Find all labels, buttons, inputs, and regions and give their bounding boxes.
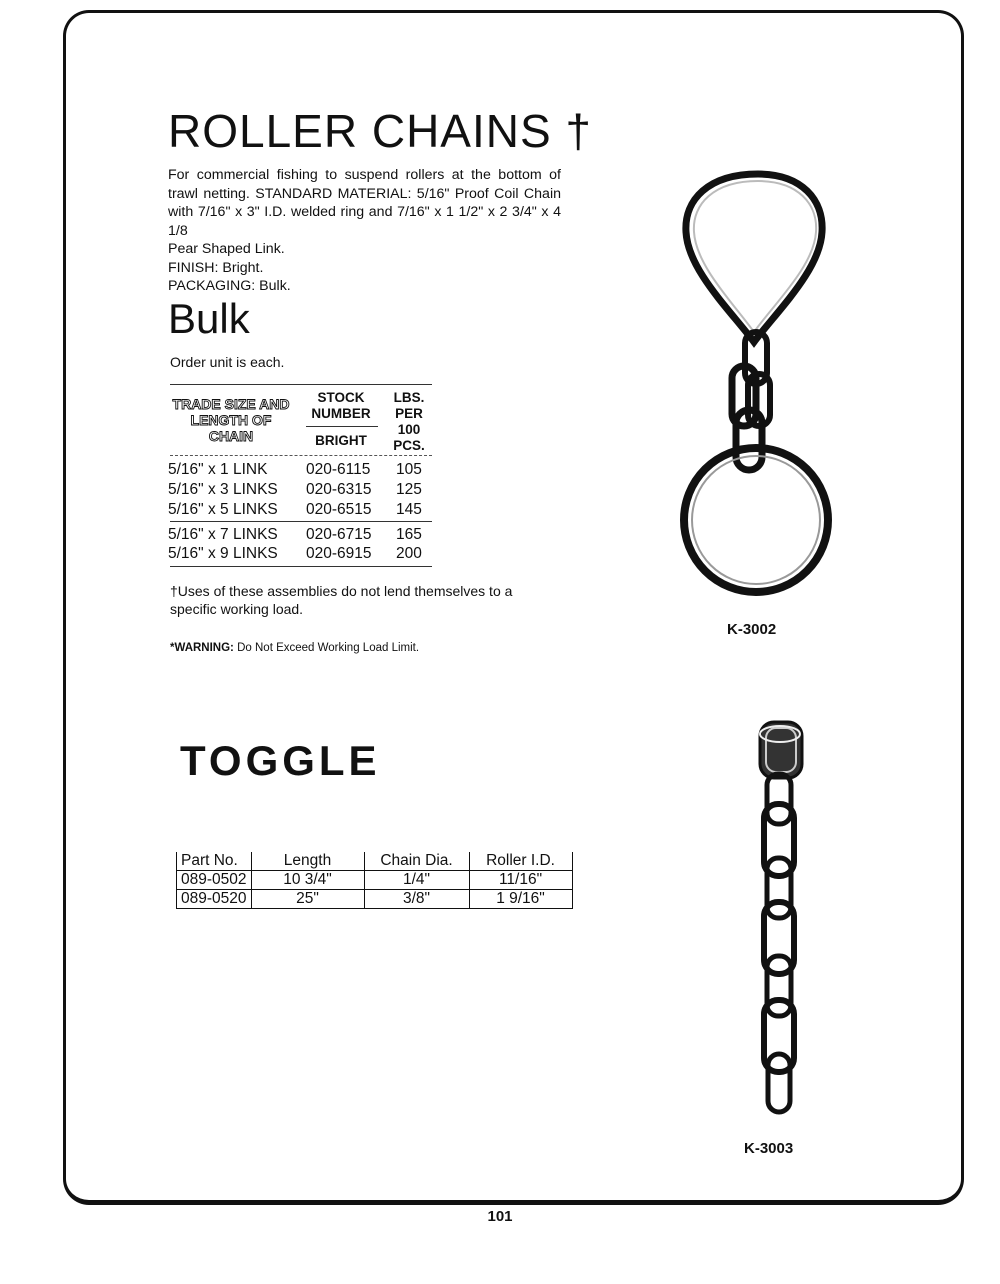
table-row xyxy=(168,481,430,501)
roller-description xyxy=(168,166,561,296)
cell-size: 5/16" x 1 LINK xyxy=(168,461,268,478)
cell-size: 5/16" x 7 LINKS xyxy=(168,526,278,543)
description-line: For commercial fishing to suspend rollers at the bottom of xyxy=(168,167,561,183)
description-line: trawl netting. STANDARD MATERIAL: 5/16" Proof Coil Chain xyxy=(168,185,561,202)
header-stock-number: STOCK NUMBER xyxy=(311,390,371,421)
warning-label: *WARNING: xyxy=(170,642,234,654)
header-subrule xyxy=(306,426,378,427)
finish-text: FINISH: Bright. xyxy=(168,259,264,276)
section-title-roller-chains: ROLLER CHAINS † xyxy=(168,105,593,157)
cell-stock: 020-6715 xyxy=(306,526,372,543)
description-line: Pear Shaped Link. xyxy=(168,241,285,257)
header-chain-dia: Chain Dia. xyxy=(364,852,469,871)
cell-roller-id: 1 9/16" xyxy=(469,890,572,909)
cell-length: 10 3/4" xyxy=(251,871,364,890)
header-bright: BRIGHT xyxy=(315,433,367,448)
table-header-row xyxy=(177,852,573,871)
cell-stock: 020-6915 xyxy=(306,545,372,562)
table-row xyxy=(168,501,430,521)
table-rule xyxy=(170,384,432,385)
table-row xyxy=(177,871,573,890)
cell-chain-dia: 3/8" xyxy=(364,890,469,909)
cell-stock: 020-6115 xyxy=(306,461,371,478)
cell-lbs: 125 xyxy=(396,481,422,498)
cell-part-no: 089-0502 xyxy=(177,871,252,890)
toggle-table xyxy=(176,852,573,909)
table-row xyxy=(177,890,573,909)
warning-message: Do Not Exceed Working Load Limit. xyxy=(237,642,420,654)
cell-lbs: 200 xyxy=(396,545,422,562)
cell-size: 5/16" x 5 LINKS xyxy=(168,501,278,518)
description-line: with 7/16" x 3" I.D. welded ring and 7/16" x 1 1/2" x 2 3/4" x 4 1/8 xyxy=(168,204,561,239)
packaging-text: PACKAGING: Bulk. xyxy=(168,278,291,294)
table-row xyxy=(168,545,430,565)
k3002-label: K-3002 xyxy=(727,621,777,638)
cell-size: 5/16" x 9 LINKS xyxy=(168,545,278,562)
header-trade-size: TRADE SIZE AND LENGTH OF CHAIN xyxy=(172,396,290,444)
cell-lbs: 105 xyxy=(396,461,422,478)
cell-stock: 020-6515 xyxy=(306,501,372,518)
page-number: 101 xyxy=(487,1208,513,1225)
cell-chain-dia: 1/4" xyxy=(364,871,469,890)
header-lbs-per-100: LBS. PER 100 PCS. xyxy=(393,390,425,453)
usage-note: †Uses of these assemblies do not lend themselves to a specific working load. xyxy=(170,583,513,617)
section-title-toggle: TOGGLE xyxy=(180,737,381,784)
k3003-label: K-3003 xyxy=(744,1140,794,1157)
k3003-toggle-illustration xyxy=(740,712,820,1122)
bulk-heading: Bulk xyxy=(168,295,250,342)
header-roller-id: Roller I.D. xyxy=(469,852,572,871)
cell-lbs: 145 xyxy=(396,501,422,518)
table-rule xyxy=(170,455,432,456)
order-unit-text: Order unit is each. xyxy=(170,354,285,370)
table-row xyxy=(168,526,430,546)
header-length: Length xyxy=(251,852,364,871)
table-rule xyxy=(170,566,432,567)
cell-lbs: 165 xyxy=(396,526,422,543)
table-rule xyxy=(170,521,432,522)
cell-part-no: 089-0520 xyxy=(177,890,252,909)
cell-size: 5/16" x 3 LINKS xyxy=(168,481,278,498)
k3002-assembly-illustration xyxy=(670,160,850,620)
cell-length: 25" xyxy=(251,890,364,909)
cell-roller-id: 11/16" xyxy=(469,871,572,890)
header-part-no: Part No. xyxy=(177,852,252,871)
cell-stock: 020-6315 xyxy=(306,481,372,498)
warning-text xyxy=(170,642,419,654)
table-row xyxy=(168,461,430,481)
